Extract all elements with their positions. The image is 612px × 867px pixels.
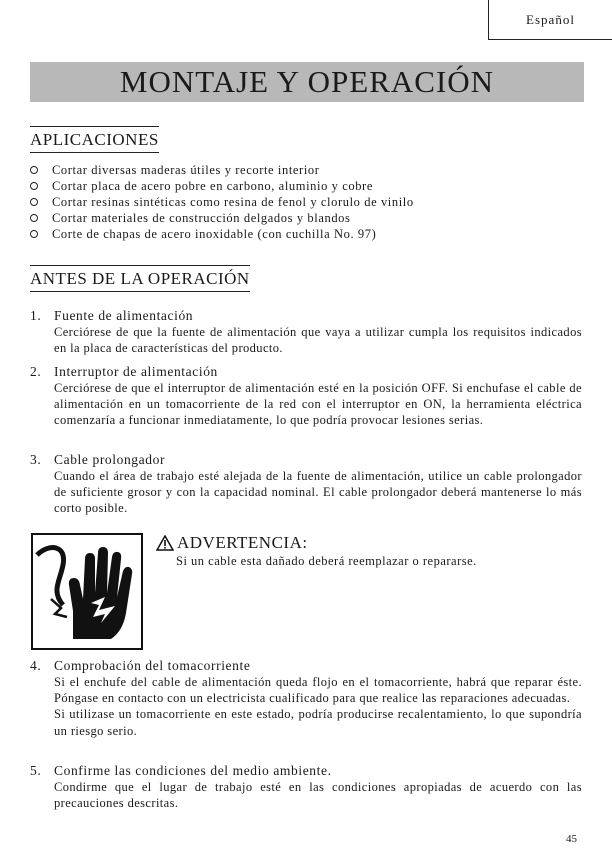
- applications-heading: APLICACIONES: [30, 126, 159, 153]
- item-title: Cable prolongador: [54, 452, 166, 467]
- list-item: Cortar diversas maderas útiles y recorte interior: [30, 162, 414, 178]
- circle-bullet-icon: [30, 214, 38, 222]
- item-title: Fuente de alimentación: [54, 308, 194, 323]
- page-number: 45: [566, 833, 577, 845]
- warning-block: [156, 533, 586, 569]
- electric-shock-hand-icon: [31, 533, 143, 650]
- applications-list: [30, 162, 414, 242]
- list-item: 3. Cable prolongador Cuando el área de trabajo esté alejada de la fuente de alimentación, utilice un cable prolongador de suficiente grosor y con la capacidad nominal. El cable prolongador deberá mantenerse lo más corto posible.: [30, 452, 582, 516]
- item-body: Si el enchufe del cable de alimentación queda flojo en el tomacorriente, habrá que reparar éste. Póngase en contacto con un electricista cualificado para que realice las reparaciones adecuadas.: [54, 675, 582, 706]
- language-label: Español: [526, 11, 575, 27]
- circle-bullet-icon: [30, 166, 38, 174]
- list-item: Cortar materiales de construcción delgados y blandos: [30, 210, 414, 226]
- list-item: Corte de chapas de acero inoxidable (con cuchilla No. 97): [30, 226, 414, 242]
- list-item: 4. Comprobación del tomacorriente Si el enchufe del cable de alimentación queda flojo en el tomacorriente, habrá que reparar éste. Póngase en contacto con un electricista cualificado para que realice las reparaciones adecuadas. Si utilizase un tomacorriente en este estado, podría producirse recalentamiento, lo que supondría un riesgo serio.: [30, 658, 582, 738]
- item-title: Interruptor de alimentación: [54, 364, 218, 379]
- item-body-continued: Si utilizase un tomacorriente en este estado, podría producirse recalentamiento, lo que supondría un riesgo serio.: [54, 707, 582, 738]
- list-item: Cortar placa de acero pobre en carbono, aluminio y cobre: [30, 178, 414, 194]
- item-body: Condirme que el lugar de trabajo esté en las condiciones apropiadas de acuerdo con las precauciones descritas.: [54, 780, 582, 811]
- item-title: Comprobación del tomacorriente: [54, 658, 251, 673]
- item-body: Cerciórese de que la fuente de alimentación que vaya a utilizar cumpla los requisitos indicados en la placa de características del producto.: [54, 325, 582, 356]
- circle-bullet-icon: [30, 198, 38, 206]
- warning-triangle-icon: [156, 535, 174, 551]
- language-tab: [488, 0, 612, 40]
- list-item: 1. Fuente de alimentación Cerciórese de que la fuente de alimentación que vaya a utilizar cumpla los requisitos indicados en la placa de características del producto.: [30, 308, 582, 356]
- circle-bullet-icon: [30, 230, 38, 238]
- before-operation-heading: ANTES DE LA OPERACIÓN: [30, 265, 250, 292]
- item-body: Cerciórese de que el interruptor de alimentación esté en la posición OFF. Si enchufase el cable de alimentación en un tomacorriente de la red con el interruptor en ON, la herramienta eléctrica comenzaría a funcionar inmediatamente, lo que podría provocar lesiones serias.: [54, 381, 582, 428]
- item-title: Confirme las condiciones del medio ambiente.: [54, 763, 332, 778]
- list-item: Cortar resinas sintéticas como resina de fenol y clorulo de vinilo: [30, 194, 414, 210]
- item-body: Cuando el área de trabajo esté alejada de la fuente de alimentación, utilice un cable prolongador de suficiente grosor y con la capacidad nominal. El cable prolongador deberá mantenerse lo más corto posible.: [54, 469, 582, 516]
- page-title: MONTAJE Y OPERACIÓN: [119, 64, 495, 99]
- warning-title: ADVERTENCIA:: [177, 533, 308, 552]
- list-item: 2. Interruptor de alimentación Cerciórese de que el interruptor de alimentación esté en la posición OFF. Si enchufase el cable de alimentación en un tomacorriente de la red con el interruptor en ON, la herramienta eléctrica comenzaría a funcionar inmediatamente, lo que podría provocar lesiones serias.: [30, 364, 582, 428]
- page-title-band: [30, 62, 584, 102]
- list-item: 5. Confirme las condiciones del medio ambiente. Condirme que el lugar de trabajo esté en las condiciones apropiadas de acuerdo con las precauciones descritas.: [30, 763, 582, 811]
- warning-text: Si un cable esta dañado deberá reemplazar o repararse.: [176, 554, 477, 568]
- circle-bullet-icon: [30, 182, 38, 190]
